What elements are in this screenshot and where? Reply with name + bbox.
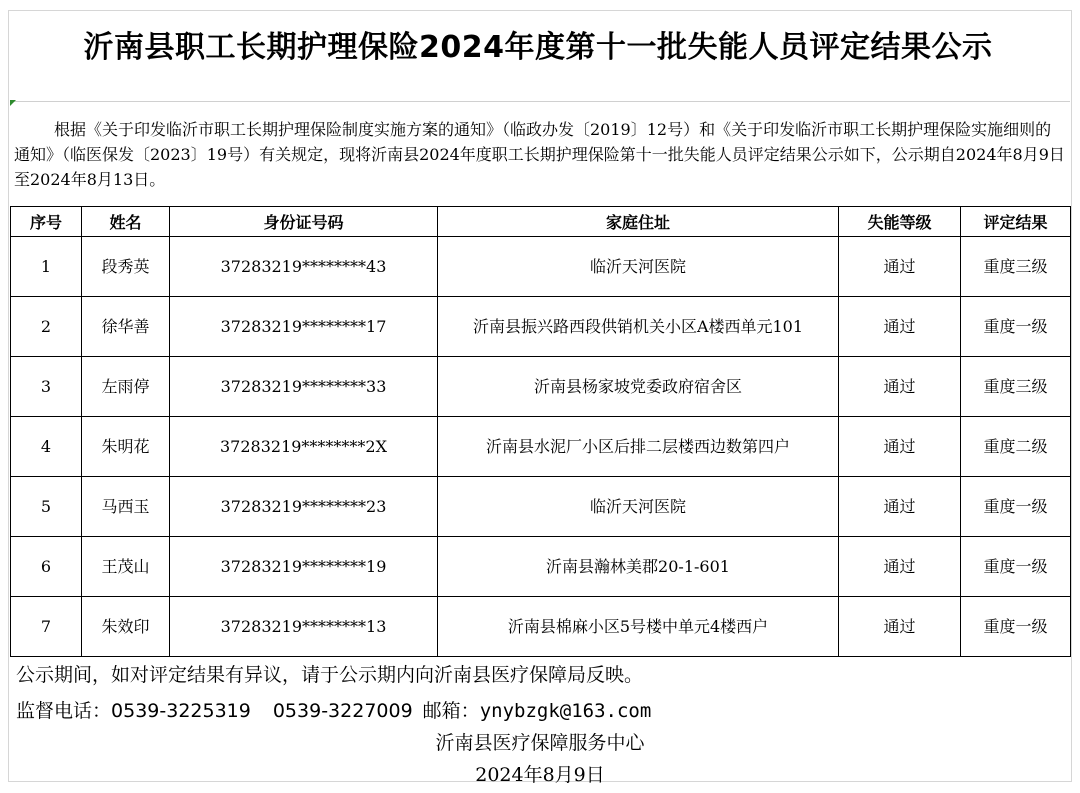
cell-index: 2: [11, 297, 82, 357]
cell-disability-level: 通过: [839, 417, 961, 477]
objection-notice: 公示期间，如对评定结果有异议，请于公示期内向沂南县医疗保障局反映。: [16, 664, 644, 686]
cell-disability-level: 通过: [839, 477, 961, 537]
cell-name: 朱明花: [82, 417, 170, 477]
cell-address: 沂南县瀚林美郡20-1-601: [438, 537, 839, 597]
cell-index: 7: [11, 597, 82, 657]
cell-name: 马西玉: [82, 477, 170, 537]
cell-address: 沂南县水泥厂小区后排二层楼西边数第四户: [438, 417, 839, 477]
cell-index: 4: [11, 417, 82, 477]
cell-address: 临沂天河医院: [438, 477, 839, 537]
cell-id-number: 37283219********19: [170, 537, 438, 597]
header-address: 家庭住址: [438, 207, 839, 237]
cell-name: 朱效印: [82, 597, 170, 657]
cell-id-number: 37283219********2X: [170, 417, 438, 477]
cell-index: 3: [11, 357, 82, 417]
cell-disability-level: 通过: [839, 597, 961, 657]
cell-id-number: 37283219********23: [170, 477, 438, 537]
table-header-row: [11, 207, 1071, 237]
table-row: [11, 297, 1071, 357]
cell-result: 重度三级: [961, 237, 1071, 297]
cell-result: 重度一级: [961, 537, 1071, 597]
header-id-number: 身份证号码: [170, 207, 438, 237]
cell-disability-level: 通过: [839, 357, 961, 417]
cell-address: 沂南县振兴路西段供销机关小区A楼西单元101: [438, 297, 839, 357]
results-table: [10, 206, 1071, 657]
cell-index: 6: [11, 537, 82, 597]
header-name: 姓名: [82, 207, 170, 237]
email-label: 邮箱：: [422, 700, 480, 722]
table-row: [11, 537, 1071, 597]
table-row: [11, 597, 1071, 657]
header-result: 评定结果: [961, 207, 1071, 237]
table-row: [11, 477, 1071, 537]
corner-mark: [10, 100, 16, 106]
page-title: 沂南县职工长期护理保险2024年度第十一批失能人员评定结果公示: [83, 30, 993, 65]
email-address: ynybzgk@163.com: [479, 700, 652, 722]
cell-id-number: 37283219********13: [170, 597, 438, 657]
cell-disability-level: 通过: [839, 297, 961, 357]
phone-number-1: 0539-3225319: [111, 700, 251, 722]
title-divider: [12, 101, 1070, 102]
cell-id-number: 37283219********33: [170, 357, 438, 417]
issue-date: 2024年8月9日: [475, 764, 605, 786]
cell-id-number: 37283219********43: [170, 237, 438, 297]
table-row: [11, 237, 1071, 297]
table-row: [11, 357, 1071, 417]
phone-label: 监督电话：: [16, 700, 112, 722]
contact-line: [16, 696, 651, 723]
cell-result: 重度一级: [961, 297, 1071, 357]
issuing-organization: 沂南县医疗保障服务中心: [435, 732, 645, 754]
cell-disability-level: 通过: [839, 237, 961, 297]
header-index: 序号: [11, 207, 82, 237]
cell-name: 王茂山: [82, 537, 170, 597]
table-row: [11, 417, 1071, 477]
cell-name: 段秀英: [82, 237, 170, 297]
header-disability-level: 失能等级: [839, 207, 961, 237]
phone-number-2: 0539-3227009: [272, 700, 413, 722]
cell-name: 徐华善: [82, 297, 170, 357]
cell-id-number: 37283219********17: [170, 297, 438, 357]
cell-result: 重度二级: [961, 417, 1071, 477]
cell-index: 5: [11, 477, 82, 537]
cell-index: 1: [11, 237, 82, 297]
cell-disability-level: 通过: [839, 537, 961, 597]
cell-result: 重度一级: [961, 597, 1071, 657]
cell-result: 重度三级: [961, 357, 1071, 417]
cell-address: 沂南县杨家坡党委政府宿舍区: [438, 357, 839, 417]
cell-name: 左雨停: [82, 357, 170, 417]
cell-address: 临沂天河医院: [438, 237, 839, 297]
cell-address: 沂南县棉麻小区5号楼中单元4楼西户: [438, 597, 839, 657]
intro-paragraph: 根据《关于印发临沂市职工长期护理保险制度实施方案的通知》（临政办发〔2019〕12号）和《关于印发临沂市职工长期护理保险实施细则的通知》（临医保发〔2023〕19号）有关规定，现将沂南县2024年度职工长期护理保险第十一批失能人员评定结果公示如下，公示期自2024年8月9日至2024年8月13日。: [14, 120, 1065, 189]
cell-result: 重度一级: [961, 477, 1071, 537]
